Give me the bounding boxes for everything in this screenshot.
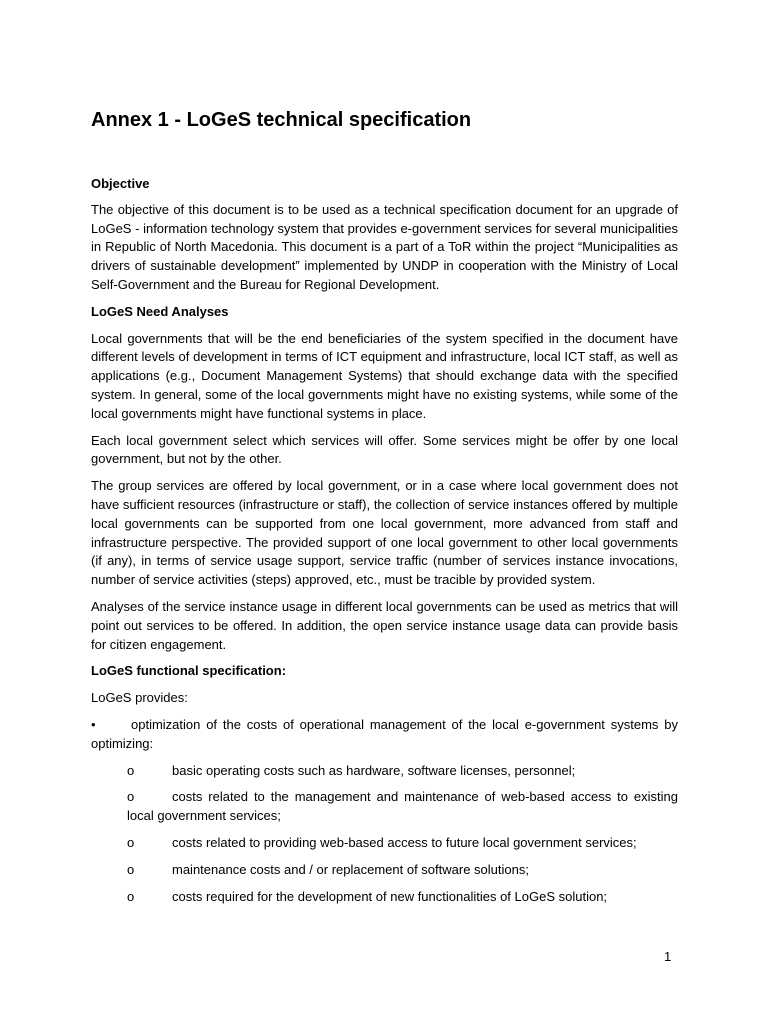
page-number: 1 <box>664 949 672 964</box>
functional-spec-heading: LoGeS functional specification: <box>91 663 287 679</box>
objective-paragraph: The objective of this document is to be used as a technical specification document for an upgrade of LoGeS - information technology system that provides e-government services for several municipalities in Republic of North Macedonia. This document is a part of a ToR within the project “Municipalities as drivers of sustainable development” implemented by UNDP in cooperation with the Ministry of Local Self-Government and the Bureau for Regional Development. <box>91 201 678 292</box>
document-body <box>91 175 678 914</box>
sub-marker: o <box>127 888 135 904</box>
sub-list-item <box>127 762 678 781</box>
sub-list-item <box>127 834 678 853</box>
sub-list-item <box>127 861 678 880</box>
need-paragraph-1: Local governments that will be the end beneficiaries of the system specified in the document have different levels of development in terms of ICT equipment and infrastructure, local ICT staff, as well as applications (e.g., Document Management Systems) that should exchange data with the specified system. In general, some of the local governments might have no existing systems, while some of the local governments might have functional systems in place. <box>91 330 678 421</box>
bullet-item <box>91 716 678 754</box>
need-paragraph-2: Each local government select which services will offer. Some services might be offer by one local government, but not by the other. <box>91 432 678 467</box>
sub-item-text: maintenance costs and / or replacement of software solutions; <box>172 861 529 877</box>
sub-marker: o <box>127 861 135 877</box>
need-analyses-heading: LoGeS Need Analyses <box>91 303 229 319</box>
document-title: Annex 1 - LoGeS technical specification <box>91 109 472 131</box>
objective-heading: Objective <box>91 176 150 191</box>
provides-paragraph: LoGeS provides: <box>91 690 188 706</box>
sub-marker: o <box>127 834 135 850</box>
sub-item-text: costs related to providing web-based access to future local government services; <box>172 834 637 850</box>
sub-item-text: basic operating costs such as hardware, software licenses, personnel; <box>172 762 576 778</box>
sub-list-item <box>127 888 678 907</box>
sub-item-text: costs related to the management and maintenance of web-based access to existing local government services; <box>127 789 678 824</box>
sub-marker: o <box>127 762 135 778</box>
need-paragraph-3: The group services are offered by local government, or in a case where local government does not have sufficient resources (infrastructure or staff), the collection of service instances offered by multiple local governments can be supported from one local government, more advanced from staff and infrastructure perspective. The provided support of one local government to other local governments (if any), in terms of service usage support, service traffic (number of services instance invocations, number of service activities (steps) approved, etc., must be tracible by provided system. <box>91 478 678 588</box>
sub-item-text: costs required for the development of new functionalities of LoGeS solution; <box>172 888 608 904</box>
bullet-text: optimization of the costs of operational management of the local e-government systems by optimizing: <box>91 716 678 751</box>
sub-list-item <box>127 788 678 826</box>
bullet-marker: • <box>91 716 96 732</box>
need-paragraph-4: Analyses of the service instance usage in different local governments can be used as metrics that will point out services to be offered. In addition, the open service instance usage data can provide basis for citizen engagement. <box>91 598 678 652</box>
sub-marker: o <box>127 789 135 805</box>
